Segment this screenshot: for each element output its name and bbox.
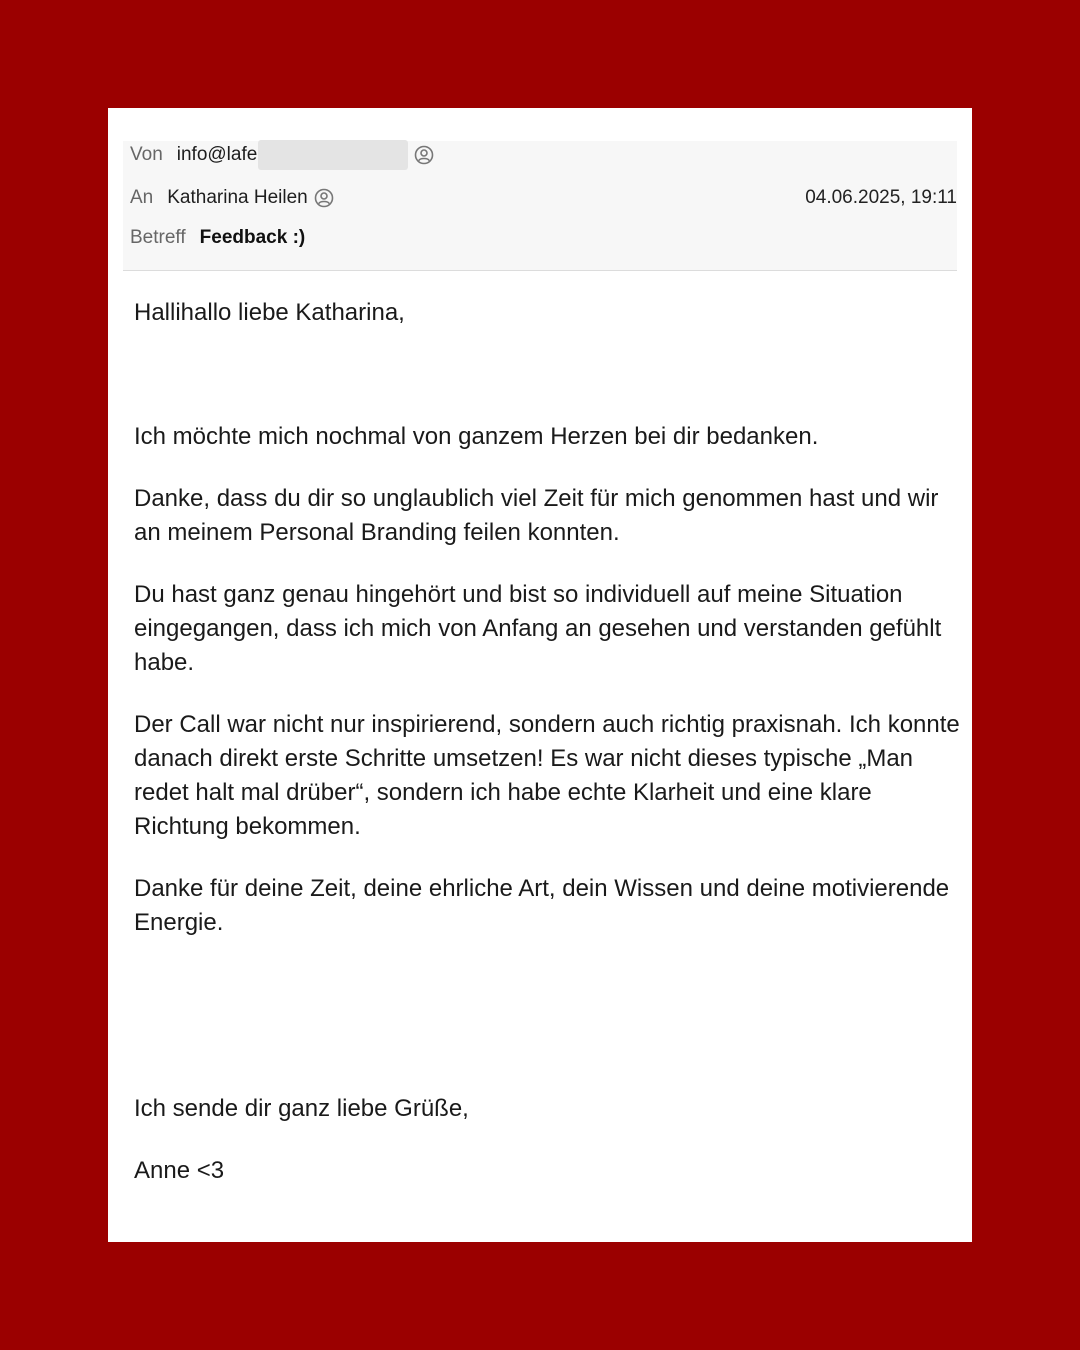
body-paragraph: Du hast ganz genau hingehört und bist so individuell auf meine Situation eingegangen, dass ich mich von Anfang an gesehen und verstanden gefühlt habe. (134, 581, 942, 676)
from-row (130, 141, 434, 169)
person-icon[interactable] (414, 145, 434, 165)
body-paragraph: Ich möchte mich nochmal von ganzem Herzen bei dir bedanken. (134, 423, 819, 450)
from-address[interactable]: info@lafe (176, 144, 258, 165)
closing-text: Ich sende dir ganz liebe Grüße, (134, 1095, 469, 1122)
subject-row (130, 224, 305, 252)
person-icon[interactable] (314, 188, 334, 208)
body-paragraph: Danke, dass du dir so unglaublich viel Zeit für mich genommen hast und wir an meinem Personal Branding feilen konnten. (134, 485, 939, 546)
email-body (134, 296, 964, 1188)
to-label: An (130, 187, 154, 208)
email-header (123, 141, 957, 271)
body-paragraph: Danke für deine Zeit, deine ehrliche Art, dein Wissen und deine motivierende Energie. (134, 875, 950, 936)
email-card (108, 108, 972, 1242)
to-row (130, 184, 334, 212)
from-label: Von (130, 144, 163, 165)
redaction-block (258, 140, 408, 170)
recipient-name[interactable]: Katharina Heilen (167, 187, 308, 208)
subject-text: Feedback :) (199, 227, 306, 248)
body-paragraph: Der Call war nicht nur inspirierend, sondern auch richtig praxisnah. Ich konnte danach direkt erste Schritte umsetzen! Es war nicht dieses typische „Man redet halt mal drüber“, sondern ich habe echte Klarheit und eine klare Richtung bekommen. (134, 711, 960, 840)
greeting-text: Hallihallo liebe Katharina, (134, 299, 405, 326)
subject-label: Betreff (130, 227, 186, 248)
email-date: 04.06.2025, 19:11 (805, 187, 957, 208)
signature-text: Anne <3 (134, 1157, 225, 1184)
